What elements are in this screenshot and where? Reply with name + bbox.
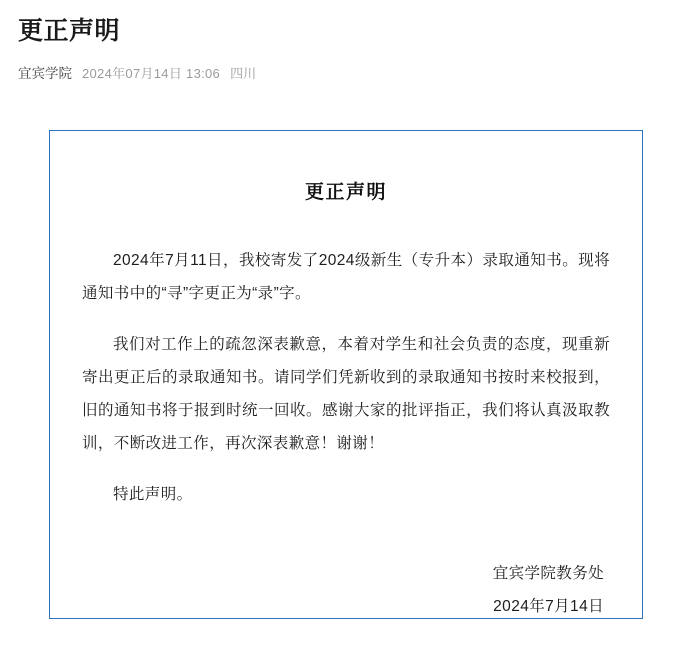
signature-organization: 宜宾学院教务处 [492,565,604,582]
article-header [0,0,692,82]
page-title: 更正声明 [18,17,121,45]
article-timestamp: 2024年07月14日 13:06 [82,66,221,81]
notice-paragraph: 2024年7月11日，我校寄发了2024级新生（专升本）录取通知书。现将通知书中的“寻”字更正为“录”字。 [82,252,610,302]
notice-title: 更正声明 [304,182,387,203]
notice-paragraph: 我们对工作上的疏忽深表歉意，本着对学生和社会负责的态度，现重新寄出更正后的录取通知书。请同学们凭新收到的录取通知书按时来校报到，旧的通知书将于报到时统一回收。感谢大家的批评指正，我们将认真汲取教训，不断改进工作，再次深表歉意！谢谢！ [82,336,610,452]
signature-date: 2024年7月14日 [493,598,604,615]
article-meta [18,62,674,82]
notice-signature [82,557,610,623]
article-location: 四川 [230,66,257,81]
notice-card [49,130,643,619]
notice-paragraph: 特此声明。 [113,486,193,503]
notice-body [82,244,610,511]
article-source: 宜宾学院 [18,66,72,81]
